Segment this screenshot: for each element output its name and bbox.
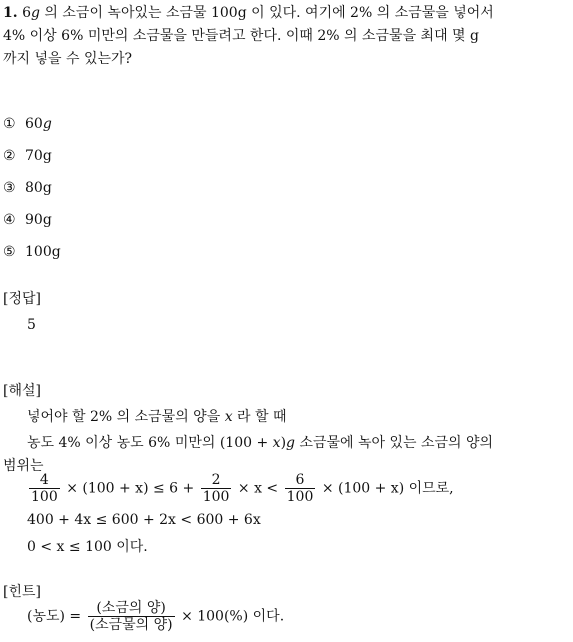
choice-2[interactable] <box>3 146 52 166</box>
answer-label: [정답] <box>3 291 41 307</box>
explanation-line-2 <box>27 433 493 453</box>
fraction-4-over-100 <box>29 472 60 505</box>
choice-mark: ⑤ <box>3 244 16 260</box>
hint-lhs: (농도) = <box>27 608 82 625</box>
fraction-denominator: 100 <box>31 489 58 506</box>
choice-mark: ③ <box>3 180 16 196</box>
inequality-part-2: × x < <box>237 480 279 497</box>
choice-text: 100g <box>25 244 61 260</box>
choice-text: 90g <box>25 212 52 228</box>
question-line-3: 까지 넣을 수 있는가? <box>3 51 133 67</box>
explanation-text: 농도 4% 이상 농도 6% 미만의 (100 + <box>27 435 273 451</box>
fraction-6-over-100 <box>285 472 316 505</box>
choice-1[interactable] <box>3 114 52 134</box>
question-text-1: 의 소금이 녹아있는 소금물 100g 이 있다. 여기에 2% 의 소금물을 넣어서 <box>39 5 494 21</box>
fraction-denominator: 100 <box>286 489 314 506</box>
hint-rhs: × 100(%) 이다. <box>181 608 285 625</box>
choice-text: 80g <box>25 180 52 196</box>
explanation-line-6: 0 < x ≤ 100 이다. <box>27 539 148 555</box>
fraction-denominator: 100 <box>202 489 230 506</box>
answer-value: 5 <box>27 317 36 333</box>
inequality-line <box>27 472 454 505</box>
choice-4[interactable] <box>3 210 52 230</box>
explanation-line-1 <box>27 407 287 427</box>
choice-5[interactable] <box>3 242 61 262</box>
choice-text: 60 <box>25 116 43 132</box>
choice-unit: g <box>42 116 52 132</box>
question-unit: g <box>31 5 40 21</box>
fraction-numerator: 6 <box>295 472 305 488</box>
question-amount: 6 <box>22 5 31 21</box>
inequality-part-1: × (100 + x) ≤ 6 + <box>66 480 195 497</box>
explanation-text: 소금물에 녹아 있는 소금의 양의 <box>295 435 494 451</box>
inequality-part-3: × (100 + x) 이므로, <box>321 480 454 497</box>
explanation-line-3: 범위는 <box>3 458 44 474</box>
choice-text: 70g <box>25 148 52 164</box>
variable-x: x <box>224 409 233 425</box>
choice-mark: ① <box>3 116 16 132</box>
question-line-2: 4% 이상 6% 미만의 소금물을 만들려고 한다. 이때 2% 의 소금물을 최대 몇 g <box>3 28 479 44</box>
explanation-text: 넣어야 할 2% 의 소금물의 양을 <box>27 409 225 425</box>
hint-label: [힌트] <box>3 584 41 600</box>
explanation-text: ) <box>280 435 287 451</box>
concentration-fraction <box>88 600 175 633</box>
variable-x: x <box>272 435 281 451</box>
variable-g: g <box>286 435 295 451</box>
question-number: 1. <box>3 5 18 21</box>
question-line-1 <box>3 3 494 23</box>
explanation-text: 라 할 때 <box>232 409 287 425</box>
choice-3[interactable] <box>3 178 52 198</box>
explanation-line-5: 400 + 4x ≤ 600 + 2x < 600 + 6x <box>27 512 261 528</box>
choice-mark: ④ <box>3 212 16 228</box>
fraction-2-over-100 <box>201 472 232 505</box>
fraction-denominator: (소금물의 양) <box>89 617 173 634</box>
explanation-label: [해설] <box>3 383 41 399</box>
hint-formula <box>27 600 284 633</box>
choice-mark: ② <box>3 148 16 164</box>
fraction-numerator: 2 <box>211 472 221 488</box>
fraction-numerator: (소금의 양) <box>96 600 166 616</box>
fraction-numerator: 4 <box>39 472 49 488</box>
